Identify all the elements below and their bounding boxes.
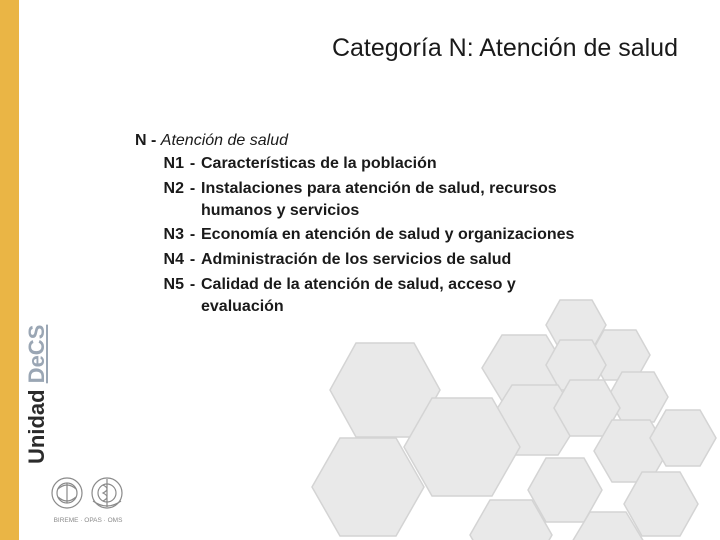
item-code: N2 [163,180,184,197]
unit-label-prefix: Unidad [24,389,49,464]
paho-emblem-icon [52,478,82,508]
category-description: Atención de salud [160,132,288,149]
item-dash: - [189,226,196,243]
item-text [201,223,631,247]
item-text [201,273,631,318]
organization-logos [45,475,131,527]
item-text-line: Instalaciones para atención de salud, recursos [201,180,557,197]
list-item [135,177,631,222]
item-dash: - [189,180,196,197]
who-emblem-icon [92,478,122,508]
page-title: Categoría N: Atención de salud [331,34,678,62]
logos-caption: BIREME · OPAS · OMS [53,517,123,524]
item-code: N1 [163,155,184,172]
item-code: N5 [163,276,184,293]
item-text-line: evaluación [201,298,284,315]
list-item [135,248,631,272]
item-text [201,248,631,272]
item-code: N4 [163,251,184,268]
item-dash: - [189,276,196,293]
category-heading [135,131,631,151]
list-item [135,273,631,318]
decs-link[interactable]: DeCS [24,324,49,384]
item-dash: - [189,155,196,172]
item-dash: - [189,251,196,268]
item-text [201,177,631,222]
item-text-line: Calidad de la atención de salud, acceso y [201,276,516,293]
item-text-line: humanos y servicios [201,202,360,219]
item-text-line: Administración de los servicios de salud [201,251,512,268]
list-item [135,223,631,247]
category-content [135,131,631,318]
category-code: N - [135,132,157,149]
item-text-line: Economía en atención de salud y organizaciones [201,226,575,243]
item-text-line: Características de la población [201,155,437,172]
item-text [201,152,631,176]
item-code: N3 [163,226,184,243]
list-item [135,152,631,176]
unit-decs-vertical-label [24,325,50,464]
